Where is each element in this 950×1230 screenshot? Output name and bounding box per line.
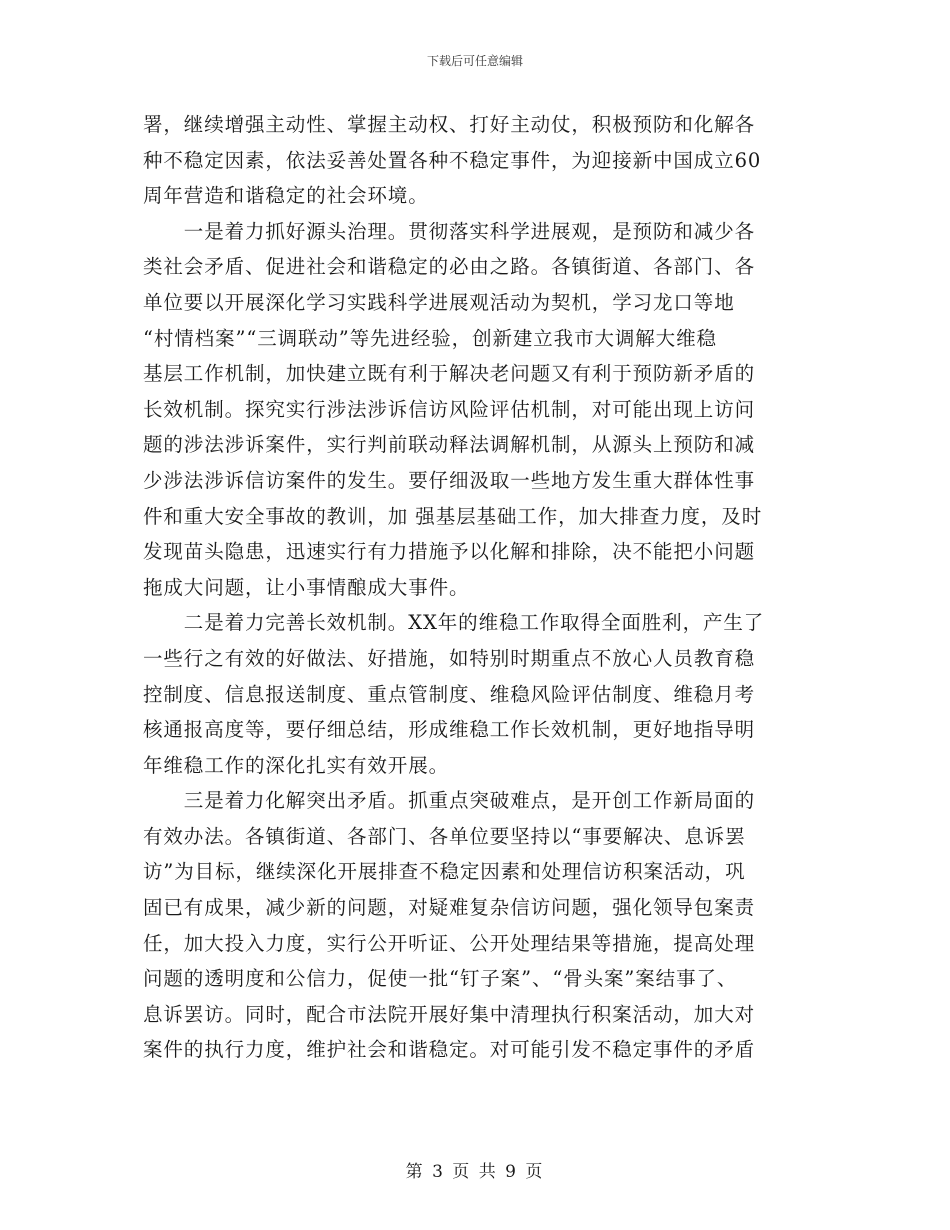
text-line: 少涉法涉诉信访案件的发生。要仔细汲取一些地方发生重大群体性事 (143, 468, 756, 492)
text-line: 核通报高度等，要仔细总结，形成维稳工作长效机制，更好地指导明 (143, 718, 756, 742)
text-line: 有效办法。各镇街道、各部门、各单位要坚持以“事要解决、息诉罢 (143, 824, 746, 848)
text-line: 年维稳工作的深化扎实有效开展。 (143, 753, 450, 777)
text-line: 三是着力化解突出矛盾。抓重点突破难点，是开创工作新局面的 (143, 789, 756, 813)
text-line: 案件的执行力度，维护社会和谐稳定。对可能引发不稳定事件的矛盾 (143, 1038, 756, 1062)
text-line: 基层工作机制，加快建立既有利于解决老问题又有利于预防新矛盾的 (143, 362, 756, 386)
text-line: 种不稳定因素，依法妥善处置各种不稳定事件，为迎接新中国成立60 (143, 148, 762, 172)
text-line: 一些行之有效的好做法、好措施，如特别时期重点不放心人员教育稳 (143, 646, 756, 670)
text-line: 长效机制。探究实行涉法涉诉信访风险评估机制，对可能出现上访问 (143, 397, 756, 421)
text-line: 固已有成果，减少新的问题，对疑难复杂信访问题，强化领导包案责 (143, 896, 756, 920)
text-line: 拖成大问题，让小事情酿成大事件。 (143, 575, 470, 599)
document-body (143, 107, 803, 1068)
text-line: 息诉罢访。同时，配合市法院开展好集中清理执行积案活动，加大对 (143, 1002, 756, 1026)
text-line: 任，加大投入力度，实行公开听证、公开处理结果等措施，提高处理 (143, 931, 756, 955)
text-line: 二是着力完善长效机制。XX年的维稳工作取得全面胜利，产生了 (143, 611, 765, 635)
page-header-note: 下载后可任意编辑 (426, 54, 523, 68)
page-number: 第 3 页 共 9 页 (405, 1162, 545, 1182)
text-line: 一是着力抓好源头治理。贯彻落实科学进展观，是预防和减少各 (143, 219, 756, 243)
text-line: 访”为目标，继续深化开展排查不稳定因素和处理信访积案活动，巩 (143, 860, 746, 884)
text-line: 发现苗头隐患，迅速实行有力措施予以化解和排除，决不能把小问题 (143, 540, 756, 564)
text-line: 问题的透明度和公信力，促使一批“钉子案”、“骨头案”案结事了、 (143, 967, 738, 991)
text-line: 题的涉法涉诉案件，实行判前联动释法调解机制，从源头上预防和减 (143, 433, 756, 457)
text-line: 类社会矛盾、促进社会和谐稳定的必由之路。各镇街道、各部门、各 (143, 255, 756, 279)
text-line: “村情档案”“三调联动”等先进经验，创新建立我市大调解大维稳 (143, 326, 717, 350)
text-line: 署，继续增强主动性、掌握主动权、打好主动仗，积极预防和化解各 (143, 113, 756, 136)
text-line: 周年营造和谐稳定的社会环境。 (143, 184, 429, 208)
text-line: 件和重大安全事故的教训，加 强基层基础工作，加大排查力度，及时 (143, 504, 763, 528)
text-line: 单位要以开展深化学习实践科学进展观活动为契机，学习龙口等地 (143, 290, 735, 314)
text-line: 控制度、信息报送制度、重点管制度、维稳风险评估制度、维稳月考 (143, 682, 756, 706)
